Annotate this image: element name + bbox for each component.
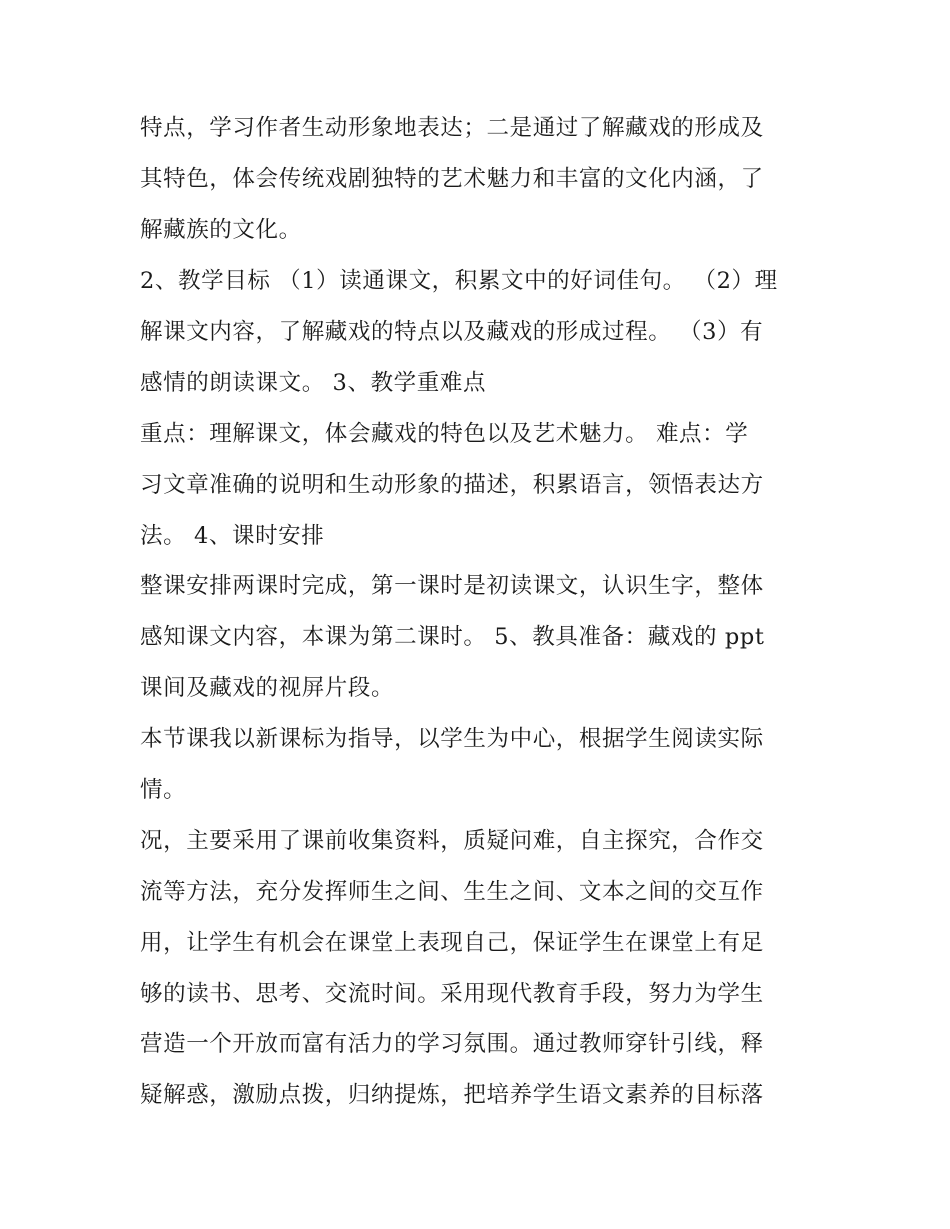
text-line: 本节课我以新课标为指导，以学生为中心，根据学生阅读实际 bbox=[140, 726, 764, 752]
text-line: 2、教学目标 （1）读通课文，积累文中的好词佳句。 （2）理 bbox=[140, 268, 778, 294]
text-line: 感知课文内容，本课为第二课时。 5、教具准备：藏戏的 ppt bbox=[140, 624, 765, 650]
text-line: 营造一个开放而富有活力的学习氛围。通过教师穿针引线，释 bbox=[140, 1031, 764, 1057]
text-line: 流等方法，充分发挥师生之间、生生之间、文本之间的交互作 bbox=[140, 879, 764, 905]
text-line: 解课文内容，了解藏戏的特点以及藏戏的形成过程。 （3）有 bbox=[140, 319, 764, 345]
text-line: 整课安排两课时完成，第一课时是初读课文，认识生字，整体 bbox=[140, 573, 764, 599]
text-line: 特点，学习作者生动形象地表达；二是通过了解藏戏的形成及 bbox=[140, 115, 764, 141]
text-line: 疑解惑，激励点拨，归纳提炼，把培养学生语文素养的目标落 bbox=[140, 1082, 764, 1108]
text-line: 其特色，体会传统戏剧独特的艺术魅力和丰富的文化内涵，了 bbox=[140, 166, 764, 192]
text-line: 用，让学生有机会在课堂上表现自己，保证学生在课堂上有足 bbox=[140, 930, 764, 956]
text-line: 感情的朗读课文。 3、教学重难点 bbox=[140, 370, 487, 396]
text-line: 情。 bbox=[140, 777, 187, 803]
text-line: 况，主要采用了课前收集资料，质疑问难，自主探究，合作交 bbox=[140, 828, 764, 854]
text-line: 重点：理解课文，体会藏戏的特色以及艺术魅力。 难点：学 bbox=[140, 421, 749, 447]
text-line: 解藏族的文化。 bbox=[140, 217, 302, 243]
text-line: 课间及藏戏的视屏片段。 bbox=[140, 675, 395, 701]
text-line: 够的读书、思考、交流时间。采用现代教育手段，努力为学生 bbox=[140, 981, 764, 1007]
text-line: 法。 4、课时安排 bbox=[140, 523, 325, 549]
text-line: 习文章准确的说明和生动形象的描述，积累语言，领悟表达方 bbox=[140, 472, 764, 498]
